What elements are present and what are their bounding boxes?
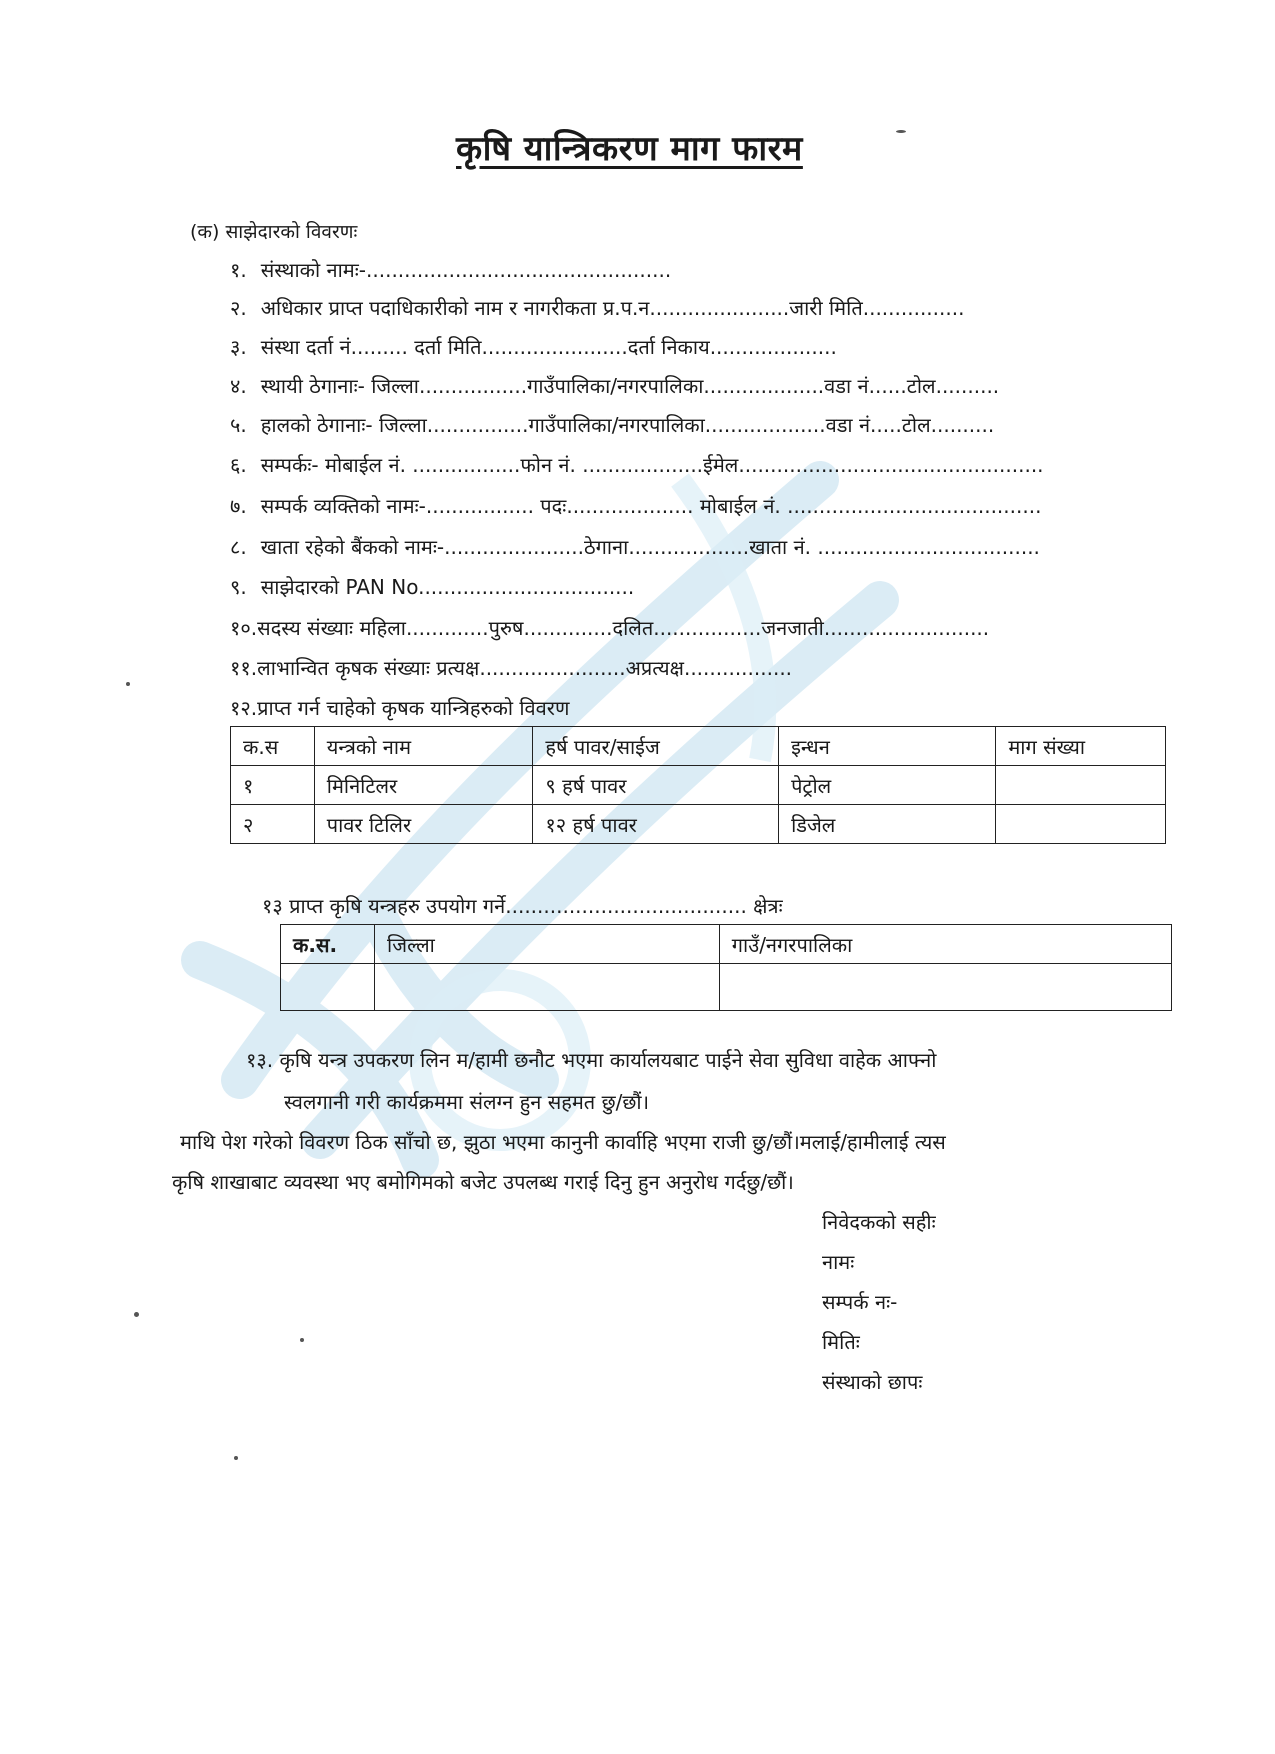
- scan-speck: [126, 682, 130, 686]
- item-text: प्राप्त गर्न चाहेको कृषक यान्त्रिहरुको विवरण: [257, 696, 570, 720]
- declaration-line-1: माथि पेश गरेको विवरण ठिक साँचो छ, झुठा भएमा कानुनी कार्वाहि भएमा राजी छु/छौं।मलाई/हामीलाई त्यस: [180, 1130, 946, 1154]
- item-text: लाभान्वित कृषक संख्याः प्रत्यक्ष.......................अप्रत्यक्ष.................: [257, 656, 793, 680]
- item-beneficiary-count: [230, 654, 792, 681]
- header-cell: यन्त्रको नाम: [314, 727, 533, 766]
- stamp-label: संस्थाको छापः: [822, 1370, 923, 1394]
- item-text: सम्पर्क व्यक्तिको नामः-................. पदः.................... मोबाईल नं. ........................................: [260, 494, 1042, 518]
- district-field[interactable]: [375, 964, 720, 1011]
- item-text: सदस्य संख्याः महिला.............पुरुष..............दलित.................जनजाती..........................: [257, 616, 990, 640]
- date-label: मितिः: [822, 1330, 860, 1354]
- item-number: ३.: [230, 335, 247, 359]
- form-title: कृषि यान्त्रिकरण माग फारम: [456, 129, 803, 169]
- header-cell: क.स.: [281, 925, 375, 964]
- header-cell: क.स: [231, 727, 315, 766]
- demand-count-field[interactable]: [996, 766, 1166, 805]
- item-registration: [230, 333, 837, 360]
- item-authorized-official: [230, 294, 964, 321]
- scan-speck: [300, 1338, 304, 1342]
- item-machine-details-heading: [230, 694, 569, 721]
- declaration-line-2: कृषि शाखाबाट व्यवस्था भए बमोगिमको बजेट उपलब्ध गराई दिनु हुन अनुरोध गर्दछु/छौं।: [172, 1170, 794, 1194]
- item-number: २.: [230, 296, 247, 320]
- item-number: ९.: [230, 575, 247, 599]
- item-number: ८.: [230, 535, 247, 559]
- item-permanent-address: [230, 372, 999, 399]
- item-number: १२.: [230, 696, 258, 720]
- scan-speck: [134, 1312, 139, 1317]
- table-header-row: [281, 925, 1172, 964]
- item-text: अधिकार प्राप्त पदाधिकारीको नाम र नागरीकता प्र.प.न......................जारी मिति................: [260, 296, 965, 320]
- item-usage-area: १३ प्राप्त कृषि यन्त्रहरु उपयोग गर्ने...................................... क्षेत्रः: [262, 894, 783, 918]
- item-number: ११.: [230, 656, 258, 680]
- applicant-signature-label: निवेदकको सहीः: [822, 1210, 936, 1234]
- item-text: साझेदारको PAN No..................................: [260, 575, 635, 599]
- table-cell: २: [231, 805, 315, 844]
- table-cell: पेट्रोल: [779, 766, 996, 805]
- municipality-field[interactable]: [719, 964, 1171, 1011]
- item-member-count: [230, 614, 989, 641]
- machine-table: [230, 726, 1166, 844]
- table-row: [231, 805, 1166, 844]
- section-partner-details: (क) साझेदारको विवरणः: [190, 221, 358, 243]
- scan-speck: [896, 130, 906, 133]
- contact-label: सम्पर्क नः-: [822, 1290, 898, 1314]
- item-text: खाता रहेको बैंकको नामः-......................ठेगाना...................खाता नं. ...................................: [260, 535, 1040, 559]
- item-organization-name: [230, 256, 671, 283]
- header-cell: हर्ष पावर/साईज: [533, 727, 779, 766]
- name-label: नामः: [822, 1250, 855, 1274]
- header-cell: माग संख्या: [996, 727, 1166, 766]
- scan-speck: [234, 1456, 238, 1460]
- consent-line-1: १३. कृषि यन्त्र उपकरण लिन म/हामी छनौट भएमा कार्यालयबाट पाईने सेवा सुविधा वाहेक आफ्नो: [246, 1048, 937, 1072]
- item-contact: [230, 451, 1044, 478]
- item-number: ७.: [230, 494, 247, 518]
- table-row: [231, 766, 1166, 805]
- demand-count-field[interactable]: [996, 805, 1166, 844]
- item-text: स्थायी ठेगानाः- जिल्ला.................गाउँपालिका/नगरपालिका...................वडा नं......टोल..........: [260, 374, 1000, 398]
- header-cell: गाउँ/नगरपालिका: [719, 925, 1171, 964]
- table-cell: पावर टिलिर: [314, 805, 533, 844]
- item-number: १.: [230, 258, 247, 282]
- table-cell: १२ हर्ष पावर: [533, 805, 779, 844]
- table-cell: ९ हर्ष पावर: [533, 766, 779, 805]
- item-number: ५.: [230, 413, 247, 437]
- item-text: संस्थाको नामः-................................................: [260, 258, 672, 282]
- table-cell: मिनिटिलर: [314, 766, 533, 805]
- area-table: [280, 924, 1172, 1011]
- consent-line-2: स्वलगानी गरी कार्यक्रममा संलग्न हुन सहमत छु/छौं।: [284, 1090, 650, 1114]
- item-current-address: [230, 411, 994, 438]
- table-header-row: [231, 727, 1166, 766]
- item-pan-number: [230, 573, 634, 600]
- item-bank-account: [230, 533, 1040, 560]
- header-cell: इन्धन: [779, 727, 996, 766]
- item-contact-person: [230, 492, 1041, 519]
- item-text: हालको ठेगानाः- जिल्ला................गाउँपालिका/नगरपालिका...................वडा नं.....टोल..........: [260, 413, 995, 437]
- item-number: १०.: [230, 616, 258, 640]
- item-number: ४.: [230, 374, 247, 398]
- table-cell: डिजेल: [779, 805, 996, 844]
- table-row: [281, 964, 1172, 1011]
- header-cell: जिल्ला: [375, 925, 720, 964]
- table-cell[interactable]: [281, 964, 375, 1011]
- item-text: सम्पर्कः- मोबाईल नं. .................फोन नं. ...................ईमेल................................................: [260, 453, 1044, 477]
- table-cell: १: [231, 766, 315, 805]
- item-number: ६.: [230, 453, 247, 477]
- item-text: संस्था दर्ता नं......... दर्ता मिति.......................दर्ता निकाय....................: [260, 335, 837, 359]
